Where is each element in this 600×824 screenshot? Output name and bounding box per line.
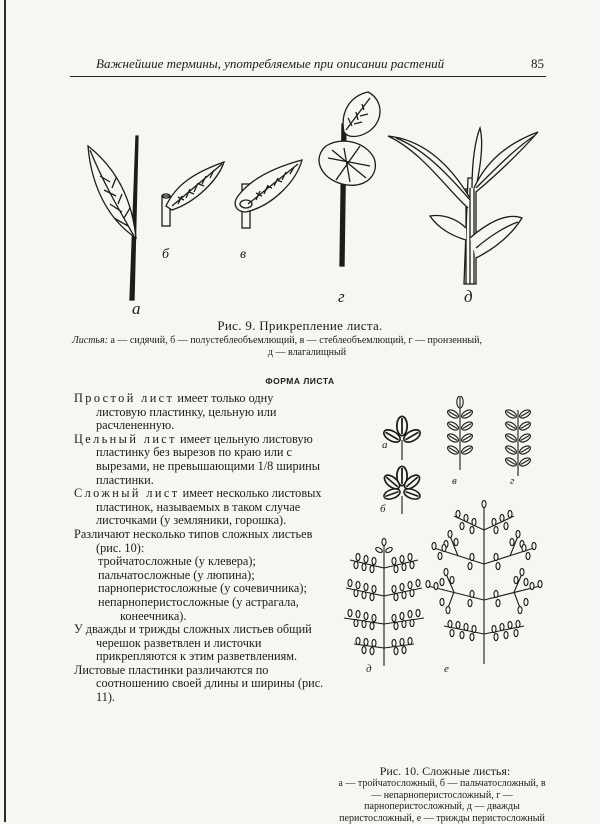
figure-9-label-a: а — [132, 299, 141, 318]
figure-10-illustration — [332, 396, 554, 790]
paragraph-compound-leaf-text: имеет несколько листовых пластинок, называемых в таком случае листочками (у земляники, горошка). — [96, 486, 322, 528]
figure-9-legend-line2: д — влагалищный — [267, 347, 347, 358]
figure-10-caption: Рис. 10. Сложные листья: — [379, 764, 511, 778]
paragraph-entire-leaf-text: имеет цельную листовую пластинку без вырезов по краю или с вырезами, не превышающими 1/8 ширины пластинки. — [96, 431, 321, 487]
figure-9-b-half-clasping-leaf — [162, 162, 224, 226]
figure-9-v-clasping-leaf — [235, 160, 302, 228]
term-entire-leaf: Цельный лист — [74, 431, 177, 446]
figure-9-legend-line1: а — сидячий, б — полустеблеобъемлющий, в — стеблеобъемлющий, г — пронзенный, — [110, 335, 482, 346]
figure-10-label-b: б — [380, 503, 386, 515]
figure-10-b-palmate-leaf — [382, 466, 422, 514]
figure-10-d-bipinnate-leaf — [344, 538, 424, 666]
figure-9-a-sessile-leaf — [88, 136, 138, 300]
figure-10-legend: а — тройчатосложный, б — пальчатосложный, в — непарноперистосложный, г — парноперистосложный, д — дважды перистосложный, е — трижды перистосложный — [338, 778, 546, 824]
paragraph-simple-leaf-text: имеет только одну листовую пластинку, цельную или расчлененную. — [96, 391, 277, 433]
running-title: Важнейшие термины, употребляемые при описании растений — [96, 56, 445, 71]
header-rule — [70, 76, 546, 77]
list-item: непарноперистосложные (у астрагала, конеечника). — [98, 594, 299, 623]
paragraph-blade-ratio: Листовые пластинки различаются по соотношению своей длины и ширины (рис. 11). — [74, 662, 324, 705]
paragraph-types-intro: Различают несколько типов сложных листьев (рис. 10): — [74, 526, 313, 555]
compound-leaf-types-list — [74, 555, 326, 623]
figure-10-label-e: е — [444, 663, 449, 675]
figure-10-label-d: д — [366, 663, 372, 675]
figure-10-label-a: а — [382, 439, 388, 451]
figure-10-a-trifoliate-leaf — [382, 416, 422, 460]
body-text — [74, 392, 326, 705]
paragraph-doubly-compound: У дважды и трижды сложных листьев общий черешок разветвлен и листочки прикрепляются к этим разветвлениям. — [74, 622, 312, 664]
figure-10-label-g: г — [510, 475, 515, 487]
list-item: тройчатосложные (у клевера); — [98, 554, 256, 569]
running-header — [96, 56, 544, 72]
figure-9-g-perfoliate-leaf — [319, 92, 380, 266]
figure-9-label-g: г — [338, 287, 345, 306]
scan-margin-line — [4, 0, 6, 822]
section-title: ФОРМА ЛИСТА — [265, 376, 335, 386]
figure-9-legend — [72, 335, 542, 359]
figure-9-legend-label: Листья: — [72, 335, 108, 346]
figure-9-caption: Рис. 9. Прикрепление листа. — [217, 318, 383, 333]
paragraph-entire-leaf — [74, 433, 326, 487]
figure-9-label-b: б — [162, 247, 170, 262]
figure-10-v-imparipinnate-leaf — [446, 396, 474, 470]
term-simple-leaf: Простой лист — [74, 391, 175, 405]
figure-10-g-paripinnate-leaf — [504, 408, 532, 476]
figure-10-label-v: в — [452, 475, 457, 487]
paragraph-compound-leaf — [74, 487, 326, 528]
figure-9-d-sheathing-leaf — [388, 128, 538, 284]
page-number: 85 — [531, 56, 544, 71]
paragraph-simple-leaf — [74, 392, 326, 433]
figure-9-illustration — [66, 88, 550, 320]
term-compound-leaf: Сложный лист — [74, 486, 180, 501]
list-item: пальчатосложные (у люпина); — [98, 567, 255, 582]
list-item: парноперистосложные (у сочевичника); — [98, 581, 307, 596]
figure-9-label-d: д — [464, 287, 473, 306]
figure-9-label-v: в — [240, 247, 247, 262]
figure-10-e-tripinnate-leaf — [426, 500, 542, 664]
